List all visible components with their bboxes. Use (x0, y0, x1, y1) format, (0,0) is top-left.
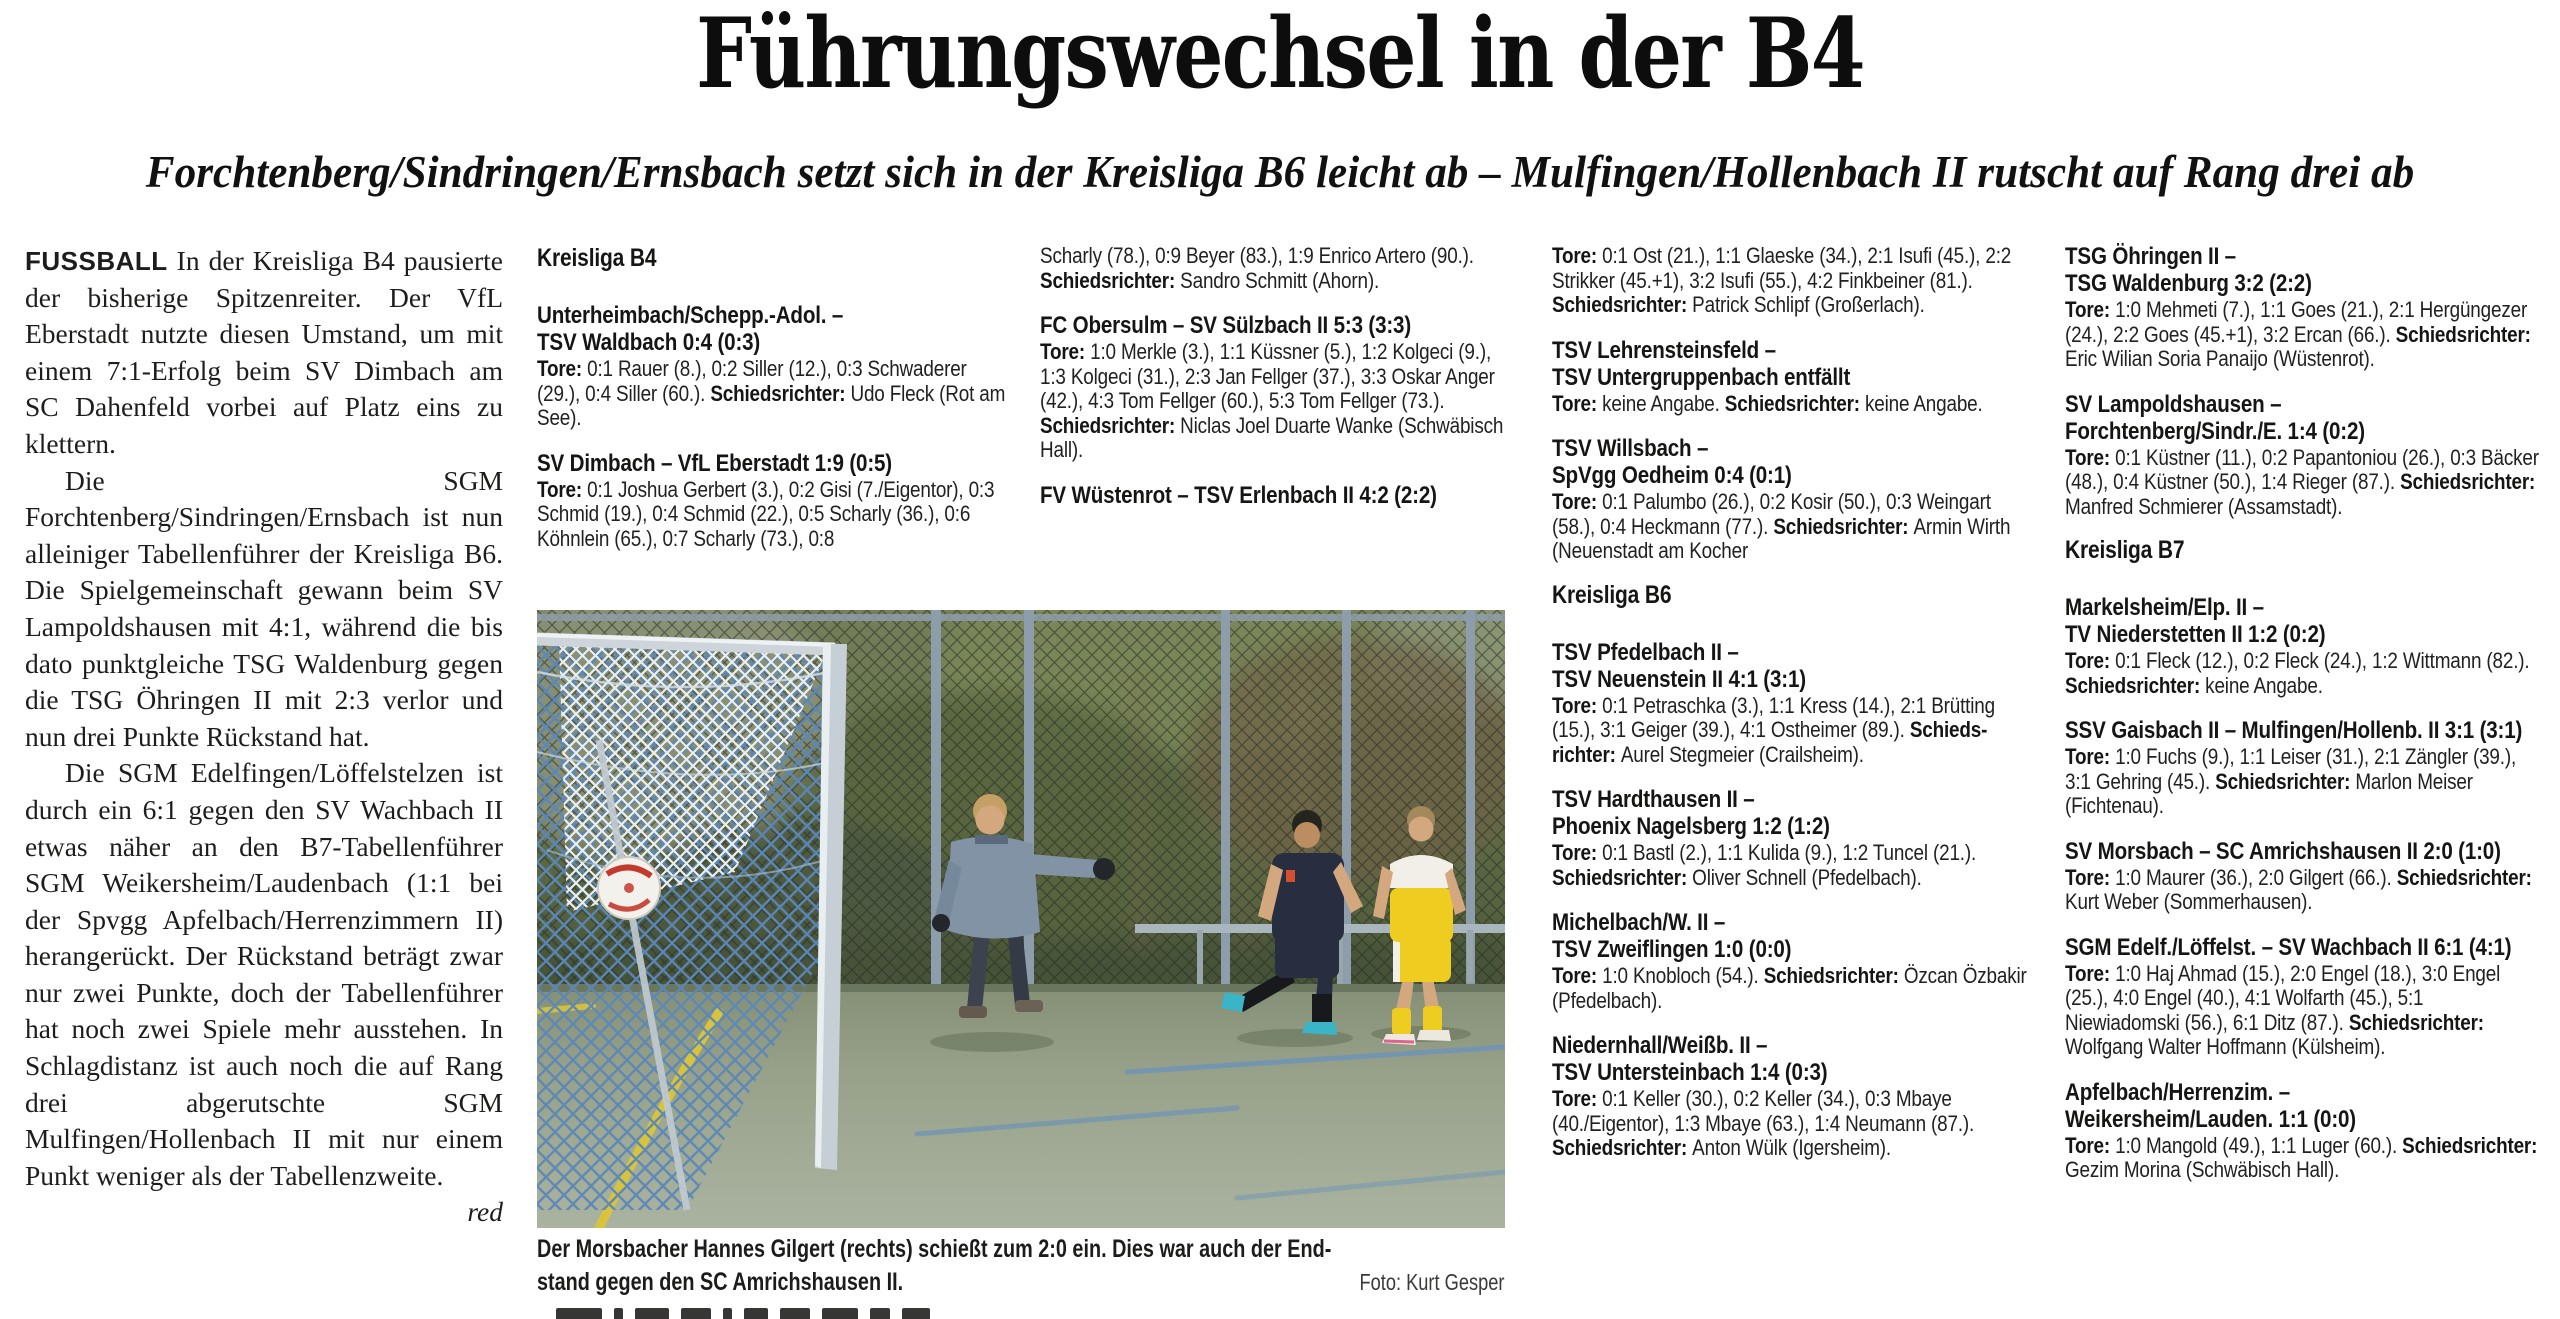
match-heading: TSV Zweiflingen 1:0 (0:0) (1552, 936, 1792, 963)
section-kicker: FUSSBALL (25, 246, 168, 276)
match-result-text: Tore: keine Angabe. Schiedsrichter: keine Angabe. (1552, 390, 1983, 416)
match-heading: Weikersheim/Lauden. 1:1 (0:0) (2065, 1105, 2356, 1133)
results-column-1 (537, 243, 1012, 551)
article-paragraph: Die SGM Forchtenberg/Sindringen/Ernsbach ist nun alleiniger Tabellenführer der Kreisliga B6. Die Spielgemeinschaft gewann beim SV Lampoldshausen mit 4:1, während die bis dato punktgleiche TSG Waldenburg gegen die TSG Öhringen II mit 2:3 verlor und nun drei Punkte Rückstand hat. (25, 464, 503, 752)
article-paragraph (25, 755, 503, 1228)
match-block (2065, 243, 2540, 372)
photo-credit: Foto: Kurt Gesper (1359, 1269, 1505, 1295)
match-block (1040, 312, 1515, 463)
match-block (537, 302, 1012, 431)
match-heading: SV Morsbach – SC Amrichshausen II 2:0 (1:0) (2065, 837, 2501, 865)
match-block (2065, 391, 2540, 520)
match-heading: Markelsheim/Elp. II – (2065, 594, 2264, 621)
match-heading: Forchtenberg/Sindr./E. 1:4 (0:2) (2065, 417, 2365, 445)
match-heading: TSV Willsbach – (1552, 435, 1709, 462)
match-heading: TSV Lehrensteinsfeld – (1552, 336, 1776, 364)
match-photo (537, 610, 1505, 1228)
caption-text: stand gegen den SC Amrichshausen II. (537, 1268, 904, 1296)
match-block (1552, 337, 2027, 417)
match-heading: SGM Edelf./Löffelst. – SV Wachbach II 6:1 (4:1) (2065, 933, 2512, 961)
results-column-4 (2065, 243, 2540, 1183)
match-block (1040, 244, 1515, 293)
league-header: Kreisliga B6 (1552, 580, 1672, 609)
match-heading: Unterheimbach/Schepp.-Adol. – (537, 302, 844, 329)
match-result-text: Tore: 0:1 Joshua Gerbert (3.), 0:2 Gisi (7./Eigentor), 0:3 Schmid (19.), 0:4 Schmid (22.), 0:5 Scharly (36.), 0:6 Köhnlein (65.), 0:7 Scharly (73.), 0:8 (537, 476, 995, 551)
match-heading: FC Obersulm – SV Sülzbach II 5:3 (3:3) (1040, 312, 1412, 339)
league-header: Kreisliga B4 (537, 244, 657, 272)
club-crest (1286, 870, 1295, 882)
match-result-text: Tore: 0:1 Ost (21.), 1:1 Glaeske (34.), 2:1 Isufi (45.), 2:2 Strikker (45.+1), 3:2 Isufi (55.), 4:2 Finkbeiner (81.). Schiedsrichter: Patrick Schlipf (Großerlach). (1552, 243, 2012, 317)
match-result-text: Tore: 0:1 Petraschka (3.), 1:1 Kress (14.), 2:1 Brütting (15.), 3:1 Geiger (39.), 4:1 Ostheimer (89.). Schiedsrichter: Aurel Stegmeier (Crailsheim). (1552, 692, 1995, 767)
article-paragraph (25, 243, 503, 463)
match-result-text: Tore: 1:0 Mangold (49.), 1:1 Luger (60.). Schiedsrichter: Gezim Morina (Schwäbisch Hall). (2065, 1132, 2538, 1182)
match-result-text: Tore: 1:0 Knobloch (54.). Schiedsrichter: Özcan Özbakir (Pfedelbach). (1552, 963, 2027, 1013)
cutoff-headline-fragment (556, 1308, 930, 1319)
match-block (1552, 435, 2027, 564)
match-heading: TSG Waldenburg 3:2 (2:2) (2065, 270, 2312, 297)
match-heading: TV Niederstetten II 1:2 (0:2) (2065, 621, 2326, 648)
match-heading: SSV Gaisbach II – Mulfingen/Hollenb. II 3:1 (3:1) (2065, 717, 2523, 744)
match-block (1552, 909, 2027, 1013)
subheadline: Forchtenberg/Sindringen/Ernsbach setzt sich in der Kreisliga B6 leicht ab – Mulfingen/Hollenbach II rutscht auf Rang drei ab (145, 147, 2415, 197)
match-result-text: Tore: 1:0 Merkle (3.), 1:1 Küssner (5.), 1:2 Kolgeci (9.), 1:3 Kolgeci (31.), 2:3 Jan Fellger (37.), 3:3 Oskar Anger (42.), 4:3 Tom Fellger (60.), 5:3 Tom Fellger (73.). Schiedsrichter: Niclas Joel Duarte Wanke (Schwäbisch Hall). (1040, 339, 1504, 462)
match-result-text: Tore: 1:0 Maurer (36.), 2:0 Gilgert (66.). Schiedsrichter: Kurt Weber (Sommerhausen). (2065, 864, 2532, 914)
match-result-text: Tore: 0:1 Keller (30.), 0:2 Keller (34.), 0:3 Mbaye (40./Eigentor), 1:3 Mbaye (63.), 1:4 Neumann (87.). Schiedsrichter: Anton Wülk (Igersheim). (1552, 1086, 1975, 1160)
match-block (1552, 1032, 2027, 1161)
author-byline: red (467, 1196, 503, 1228)
match-heading: Phoenix Nagelsberg 1:2 (1:2) (1552, 813, 1830, 840)
match-heading: TSV Hardthausen II – (1552, 786, 1755, 813)
match-block (2065, 594, 2540, 698)
match-photo-illustration (537, 610, 1505, 1228)
match-heading: TSV Waldbach 0:4 (0:3) (537, 329, 761, 356)
match-result-text: Tore: 0:1 Palumbo (26.), 0:2 Kosir (50.), 0:3 Weingart (58.), 0:4 Heckmann (77.). Schiedsrichter: Armin Wirth (Neuenstadt am Kocher (1552, 489, 2011, 563)
article-text: Die SGM Edelfingen/Löffelstelzen ist durch ein 6:1 gegen den SV Wachbach II etwas näher an den B7-Tabellenführer SGM Weikersheim/Laudenbach (1:1 bei der Spvgg Apfelbach/Herrenzimmern II) herangerückt. Der Rückstand beträgt zwar nur zwei Punkte, doch der Tabellenführer hat noch zwei Spiele mehr ausstehen. In Schlagdistanz ist auch noch die auf Rang drei abgerutschte SGM Mulfingen/Hollenbach II mit nur einem Punkt weniger als der Tabellenzweite. (25, 757, 503, 1191)
match-result-text: Tore: 0:1 Küstner (11.), 0:2 Papantoniou (26.), 0:3 Bäcker (48.), 0:4 Küstner (50.), 1:4 Rieger (87.). Schiedsrichter: Manfred Schmierer (Assamstadt). (2065, 444, 2539, 519)
match-heading: TSV Pfedelbach II – (1552, 638, 1739, 666)
match-heading: SV Lampoldshausen – (2065, 390, 2282, 418)
match-block (2065, 717, 2540, 819)
match-heading: TSV Untersteinbach 1:4 (0:3) (1552, 1059, 1828, 1086)
match-result-text: Tore: 1:0 Haj Ahmad (15.), 2:0 Engel (18.), 3:0 Engel (25.), 4:0 Engel (40.), 4:1 Wolfarth (45.), 5:1 Niewiadomski (56.), 6:1 Ditz (87.). Schiedsrichter: Wolfgang Walter Hoffmann (Külsheim). (2065, 960, 2501, 1059)
match-heading: SpVgg Oedheim 0:4 (0:1) (1552, 462, 1792, 489)
caption-line-2 (537, 1266, 1504, 1299)
article-column (25, 243, 503, 1313)
match-block (1552, 639, 2027, 768)
caption-line-1: Der Morsbacher Hannes Gilgert (rechts) schießt zum 2:0 ein. Dies war auch der End- (537, 1235, 1332, 1263)
match-heading: Niedernhall/Weißb. II – (1552, 1032, 1768, 1059)
match-heading: Apfelbach/Herrenzim. – (2065, 1078, 2291, 1106)
match-block (1040, 482, 1515, 509)
match-result-text: Tore: 0:1 Fleck (12.), 0:2 Fleck (24.), 1:2 Wittmann (82.). Schiedsrichter: keine Angabe. (2065, 648, 2530, 698)
match-block (2065, 934, 2540, 1060)
goalkeeper-glove (1093, 858, 1115, 880)
fence-top-rail (537, 614, 1505, 621)
match-block (1552, 244, 2027, 318)
results-column-2 (1040, 243, 1515, 509)
photo-caption (537, 1233, 1504, 1299)
match-result-text: Tore: 0:1 Rauer (8.), 0:2 Siller (12.), 0:3 Schwaderer (29.), 0:4 Siller (60.). Schiedsrichter: Udo Fleck (Rot am See). (537, 356, 1006, 430)
match-block (2065, 838, 2540, 915)
match-heading: FV Wüstenrot – TSV Erlenbach II 4:2 (2:2) (1040, 481, 1437, 509)
match-result-text: Tore: 1:0 Fuchs (9.), 1:1 Leiser (31.), 2:1 Zängler (39.), 3:1 Gehring (45.). Schiedsrichter: Marlon Meiser (Fichtenau). (2065, 744, 2517, 818)
results-column-3 (1552, 243, 2027, 1161)
match-block (2065, 1079, 2540, 1183)
article-text: In der Kreisliga B4 pausierte der bisherige Spitzenreiter. Der VfL Eberstadt nutzte diesen Umstand, um mit einem 7:1-Erfolg beim SV Dimbach am SC Dahenfeld vorbei auf Platz eins zu klettern. (25, 245, 503, 459)
match-result-text: Tore: 0:1 Bastl (2.), 1:1 Kulida (9.), 1:2 Tuncel (21.). Schiedsrichter: Oliver Schnell (Pfedelbach). (1552, 840, 1977, 890)
match-block (1552, 786, 2027, 890)
match-block (537, 450, 1012, 552)
league-header: Kreisliga B7 (2065, 536, 2185, 564)
match-result-text: Scharly (78.), 0:9 Beyer (83.), 1:9 Enrico Artero (90.). Schiedsrichter: Sandro Schmitt (Ahorn). (1040, 243, 1474, 293)
match-heading: TSV Neuenstein II 4:1 (3:1) (1552, 665, 1806, 693)
match-heading: SV Dimbach – VfL Eberstadt 1:9 (0:5) (537, 449, 892, 477)
match-heading: Michelbach/W. II – (1552, 909, 1726, 936)
match-heading: TSG Öhringen II – (2065, 243, 2236, 270)
match-heading: TSV Untergruppenbach entfällt (1552, 363, 1851, 391)
football (598, 857, 660, 919)
page-title: Führungswechsel in der B4 (696, 0, 1864, 110)
match-result-text: Tore: 1:0 Mehmeti (7.), 1:1 Goes (21.), 2:1 Hergüngezer (24.), 2:2 Goes (45.+1), 3:2 Ercan (66.). Schiedsrichter: Eric Wilian Soria Panaijo (Wüstenrot). (2065, 297, 2531, 371)
